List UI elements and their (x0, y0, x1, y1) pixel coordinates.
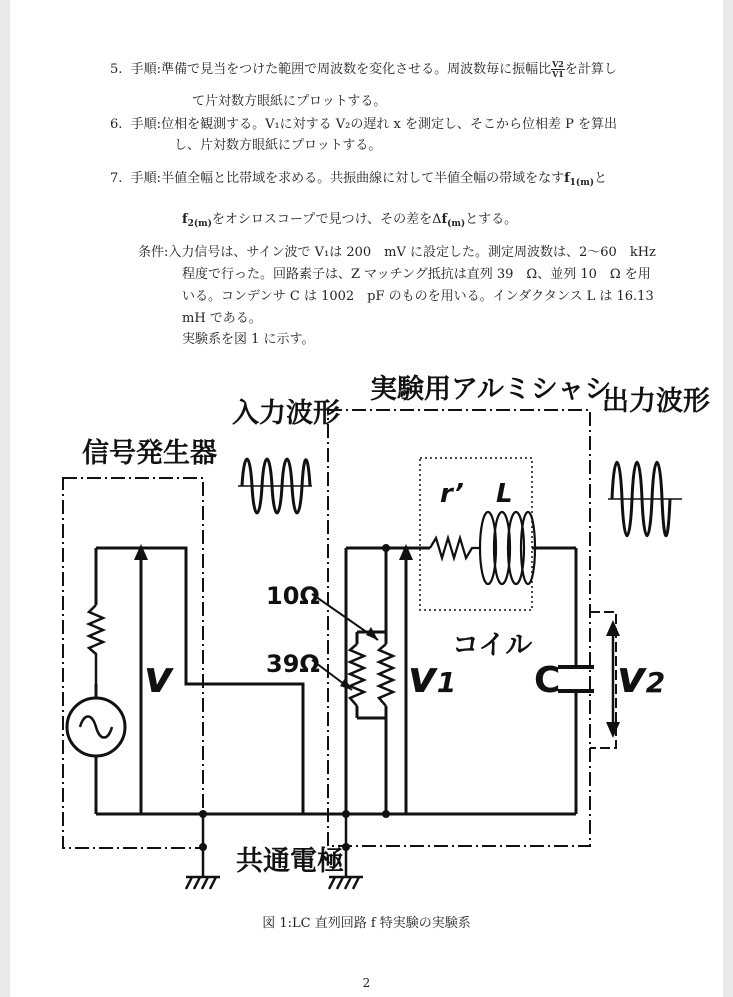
figure-caption: 図 1:LC 直列回路 f 特実験の実験系 (262, 916, 471, 931)
input-waveform-label: 入力波形 (232, 398, 340, 429)
page-number: 2 (362, 976, 371, 990)
conditions-line-5: 実験系を図 1 に示す。 (182, 332, 315, 347)
coil-resistance-label: r’ (440, 479, 464, 509)
amplitude-ratio-fraction: $\frac{V2}{V1}$ (552, 59, 564, 79)
conditions-line-1: 条件:入力信号は、サイン波で V₁は 200 mV に設定した。測定周波数は、2～60 kHz (138, 245, 656, 260)
coil-label: コイル (452, 630, 533, 661)
conditions-line-4: mH である。 (182, 311, 262, 326)
common-ground-label: 共通電極 (236, 846, 344, 877)
r10-label: 10Ω (266, 582, 320, 610)
capacitor-label: C (534, 660, 561, 701)
voltage-v2-label: v2 (617, 652, 666, 703)
signal-generator-label: 信号発生器 (82, 438, 217, 469)
step-6-line-2: し、片対数方眼紙にプロットする。 (174, 138, 382, 153)
lc-circuit-diagram (60, 362, 710, 907)
inductance-label: L (496, 479, 513, 509)
step-7-line-2: $f_{2(m)}$をオシロスコープで見つけ、その差を$\Delta f_{(m)}$とする。 (182, 212, 518, 229)
step-5-line-2: て片対数方眼紙にプロットする。 (192, 94, 387, 109)
conditions-line-2: 程度で行った。回路素子は、Z マッチング抵抗は直列 39 Ω、並列 10 Ω を用 (182, 267, 651, 282)
conditions-line-3: いる。コンデンサ C は 1002 pF のものを用いる。インダクタンス L は 16.13 (182, 289, 654, 304)
page (10, 0, 723, 997)
r39-label: 39Ω (266, 650, 320, 678)
chassis-label: 実験用アルミシャシ (370, 374, 612, 405)
step-6-line-1: 6. 手順:位相を観測する。V₁に対する V₂の遅れ x を測定し、そこから位相差 P を算出 (110, 117, 618, 132)
voltage-v-label: v (144, 652, 173, 703)
step-5-line-1: 5. 手順:準備で見当をつけた範囲で周波数を変化させる。周波数毎に振幅比 $\frac{V2}{V1}$ を計算し (110, 59, 617, 79)
voltage-v1-label: v1 (408, 652, 457, 703)
output-waveform-label: 出力波形 (602, 386, 710, 417)
step-7-line-1: 7. 手順:半値全幅と比帯域を求める。共振曲線に対して半値全幅の帯域をなす$f_{1(m)}$と (110, 171, 607, 188)
